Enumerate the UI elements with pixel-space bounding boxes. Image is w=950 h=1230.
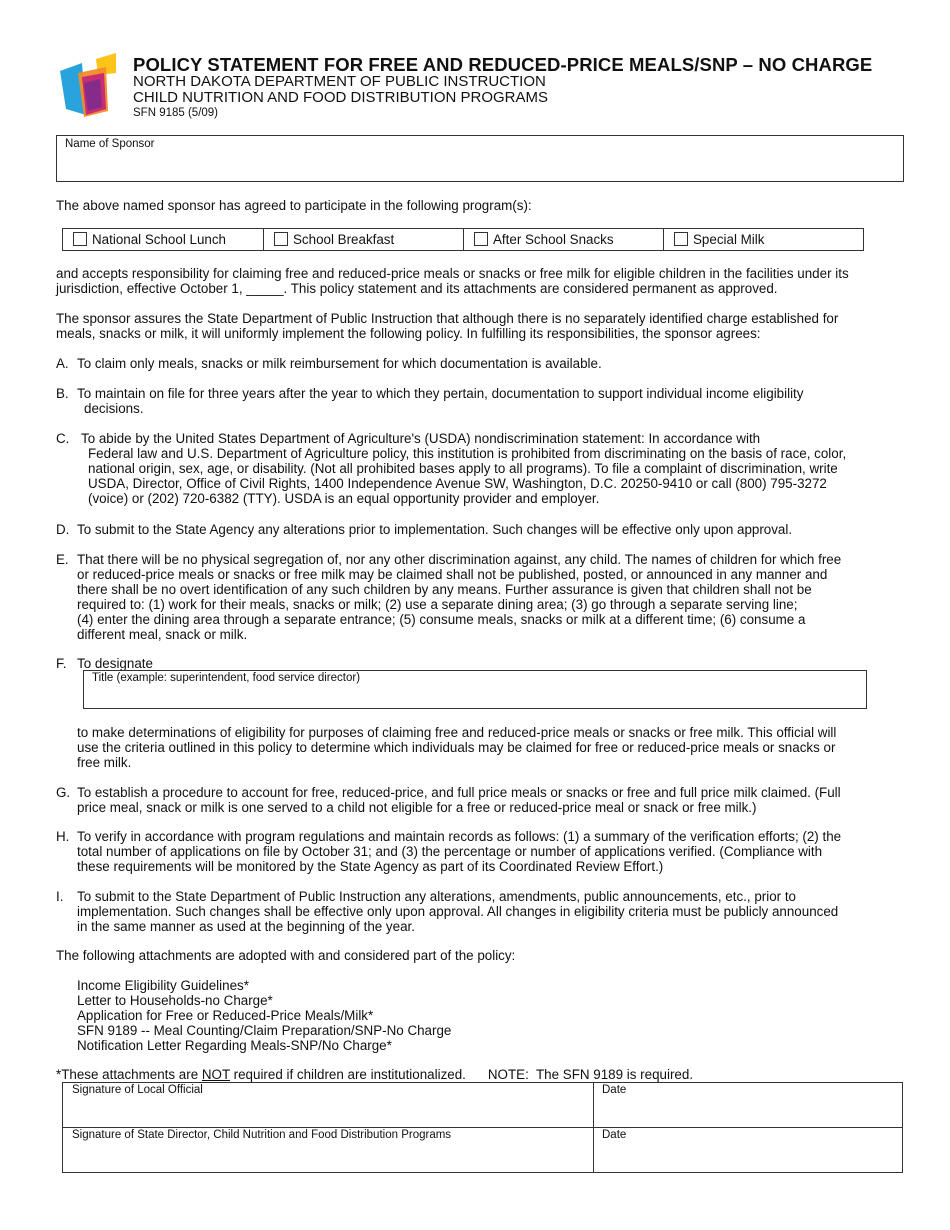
state-director-label: Signature of State Director, Child Nutrition and Food Distribution Programs <box>72 1129 452 1141</box>
text-line: To establish a procedure to account for free, reduced-price, and full price meals or snacks or free and full price milk claimed. (Full <box>77 785 841 800</box>
text-line: implementation. Such changes shall be effective only upon approval. All changes in eligibility criteria must be publicly announced <box>77 904 839 919</box>
text-line: free milk. <box>77 755 132 770</box>
text-line: That there will be no physical segregation of, nor any other discrimination against, any child. The names of children for which free <box>77 552 842 567</box>
text-line: To abide by the United States Department of Agriculture's (USDA) nondiscrimination statement: In accordance with <box>81 431 761 446</box>
item-letter: H. <box>56 829 70 844</box>
text-line: To submit to the State Agency any alterations prior to implementation. Such changes will be effective only upon approval. <box>77 522 793 537</box>
ndpi-logo <box>60 53 120 123</box>
policy-item-c <box>56 431 896 506</box>
footnote-text: *These attachments are <box>56 1067 202 1082</box>
attachments-list <box>77 978 451 1053</box>
policy-item-a <box>56 356 896 371</box>
text-line: use the criteria outlined in this policy to determine which individuals may be claimed for free or reduced-price meals or snacks or <box>77 740 836 755</box>
division-name: CHILD NUTRITION AND FOOD DISTRIBUTION PROGRAMS <box>133 89 549 106</box>
policy-item-b <box>56 386 896 416</box>
sponsor-name-field[interactable] <box>56 135 904 182</box>
program-checkbox-row <box>62 228 864 251</box>
text-line: national origin, sex, age, or disability. (Not all prohibited bases apply to all programs). To file a complaint of discrimination, write <box>88 461 838 476</box>
state-director-signature-field[interactable] <box>63 1128 594 1172</box>
program-school-breakfast[interactable] <box>264 229 464 251</box>
text-line: The sponsor assures the State Department of Public Instruction that although there is no separately identified charge established for <box>56 311 839 326</box>
list-item: Income Eligibility Guidelines* <box>77 978 249 993</box>
policy-item-i <box>56 889 896 934</box>
text-line: jurisdiction, effective October 1, _____. This policy statement and its attachments are considered permanent as approved. <box>56 281 778 296</box>
program-after-school-snacks[interactable] <box>464 229 664 251</box>
form-title: POLICY STATEMENT FOR FREE AND REDUCED-PRICE MEALS/SNP – NO CHARGE <box>133 54 873 75</box>
text-line: (voice) or (202) 720-6382 (TTY). USDA is an equal opportunity provider and employer. <box>88 491 600 506</box>
list-item: Letter to Households-no Charge* <box>77 993 273 1008</box>
item-letter: I. <box>56 889 64 904</box>
date-label: Date <box>602 1129 627 1141</box>
program-national-school-lunch[interactable] <box>63 229 264 251</box>
checkbox-national-school-lunch[interactable] <box>73 232 87 246</box>
checkbox-special-milk[interactable] <box>674 232 688 246</box>
text-line: meals, snacks or milk, it will uniformly implement the following policy. In fulfilling its responsibilities, the sponsor agrees: <box>56 326 761 341</box>
program-label: After School Snacks <box>493 232 614 247</box>
policy-item-d <box>56 522 896 537</box>
text-line: To designate <box>77 656 153 671</box>
program-special-milk[interactable] <box>664 229 864 251</box>
attachments-footnote <box>56 1067 693 1082</box>
text-line: and accepts responsibility for claiming free and reduced-price meals or snacks or free milk for eligible children in the facilities under its <box>56 266 849 281</box>
policy-item-f <box>56 656 896 671</box>
list-item: SFN 9189 -- Meal Counting/Claim Preparation/SNP-No Charge <box>77 1023 452 1038</box>
sfn-note: NOTE: The SFN 9189 is required. <box>487 1067 694 1082</box>
text-line: to make determinations of eligibility for purposes of claiming free and reduced-price meals or snacks or free milk. This official will <box>77 725 837 740</box>
text-line: To submit to the State Department of Public Instruction any alterations, amendments, public announcements, etc., prior to <box>77 889 797 904</box>
assurance-paragraph <box>56 311 936 341</box>
text-line: To verify in accordance with program regulations and maintain records as follows: (1) a summary of the verification efforts; (2) the <box>77 829 842 844</box>
text-line: decisions. <box>84 401 144 416</box>
text-line: To maintain on file for three years after the year to which they pertain, documentation to support individual income eligibility <box>77 386 804 401</box>
text-line: these requirements will be monitored by the State Agency as part of its Coordinated Review Effort.) <box>77 859 664 874</box>
list-item: Notification Letter Regarding Meals-SNP/No Charge* <box>77 1038 392 1053</box>
text-line: or reduced-price meals or snacks or free milk may be claimed shall not be published, posted, or announced in any manner and <box>77 567 828 582</box>
text-line: there shall be no overt identification of any such children by any means. Further assurance is given that children shall not be <box>77 582 812 597</box>
program-label: Special Milk <box>693 232 765 247</box>
signature-table <box>62 1082 903 1173</box>
item-letter: A. <box>56 356 69 371</box>
item-letter: D. <box>56 522 70 537</box>
department-name: NORTH DAKOTA DEPARTMENT OF PUBLIC INSTRUCTION <box>133 73 546 90</box>
date-label: Date <box>602 1084 627 1096</box>
text-line: (4) enter the dining area through a separate entrance; (5) consume meals, snacks or milk at a different time; (6) consume a <box>77 612 806 627</box>
footnote-not: NOT <box>201 1067 230 1082</box>
state-director-date-field[interactable] <box>594 1128 902 1172</box>
local-official-signature-field[interactable] <box>63 1083 594 1128</box>
item-letter: C. <box>56 431 70 446</box>
programs-intro: The above named sponsor has agreed to participate in the following program(s): <box>56 198 532 213</box>
program-label: School Breakfast <box>293 232 395 247</box>
program-label: National School Lunch <box>92 232 226 247</box>
local-official-date-field[interactable] <box>594 1083 902 1128</box>
local-official-label: Signature of Local Official <box>72 1084 203 1096</box>
text-line: different meal, snack or milk. <box>77 627 248 642</box>
item-letter: E. <box>56 552 69 567</box>
text-line: in the same manner as used at the beginning of the year. <box>77 919 415 934</box>
form-number: SFN 9185 (5/09) <box>133 107 219 119</box>
policy-item-e <box>56 552 896 642</box>
item-letter: G. <box>56 785 71 800</box>
list-item: Application for Free or Reduced-Price Meals/Milk* <box>77 1008 374 1023</box>
text-line: total number of applications on file by October 31; and (3) the percentage or number of applications verified. (Compliance with <box>77 844 823 859</box>
item-letter: F. <box>56 656 67 671</box>
item-letter: B. <box>56 386 69 401</box>
policy-item-g <box>56 785 896 815</box>
text-line: USDA, Director, Office of Civil Rights, 1400 Independence Avenue SW, Washington, D.C. 20250-9410 or call (800) 795-3272 <box>88 476 827 491</box>
policy-item-f-continuation <box>77 725 917 770</box>
responsibility-paragraph <box>56 266 936 296</box>
checkbox-school-breakfast[interactable] <box>274 232 288 246</box>
footnote-text: required if children are institutionalized. <box>229 1067 466 1082</box>
text-line: To claim only meals, snacks or milk reimbursement for which documentation is available. <box>77 356 602 371</box>
checkbox-after-school-snacks[interactable] <box>474 232 488 246</box>
policy-item-h <box>56 829 896 874</box>
designated-official-title-field[interactable] <box>83 670 867 709</box>
attachments-intro: The following attachments are adopted with and considered part of the policy: <box>56 948 516 963</box>
text-line: required to: (1) work for their meals, snacks or milk; (2) use a separate dining area; (3) go through a separate serving line; <box>77 597 798 612</box>
text-line: Federal law and U.S. Department of Agriculture policy, this institution is prohibited from discriminating on the basis of race, color, <box>88 446 847 461</box>
sponsor-name-label: Name of Sponsor <box>65 138 155 150</box>
text-line: price meal, snack or milk is one served to a child not eligible for a free or reduced-price meal or snack or free milk.) <box>77 800 757 815</box>
title-field-label: Title (example: superintendent, food service director) <box>92 672 361 684</box>
